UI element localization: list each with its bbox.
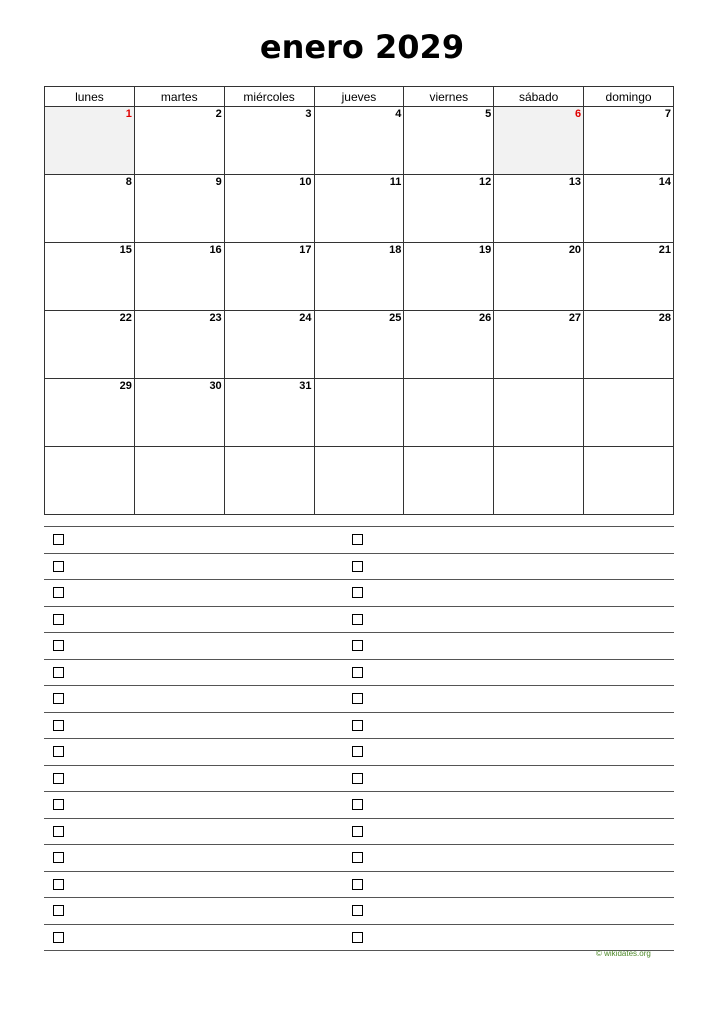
day-number: 2 bbox=[215, 108, 222, 120]
day-number: 4 bbox=[395, 108, 402, 120]
day-cell bbox=[314, 447, 404, 515]
day-number: 28 bbox=[658, 312, 671, 324]
day-number bbox=[581, 455, 583, 456]
day-cell bbox=[584, 175, 674, 243]
week-row bbox=[45, 447, 674, 515]
day-number bbox=[222, 455, 224, 456]
day-number bbox=[491, 387, 493, 388]
weekday-header: domingo bbox=[584, 87, 674, 107]
checkbox-icon[interactable] bbox=[53, 720, 64, 731]
week-row bbox=[45, 379, 674, 447]
footer-credit: © wikidates.org bbox=[596, 949, 651, 958]
task-row bbox=[44, 554, 674, 581]
checkbox-icon[interactable] bbox=[53, 614, 64, 625]
task-row bbox=[44, 898, 674, 925]
day-cell bbox=[314, 107, 404, 175]
day-number: 27 bbox=[568, 312, 582, 324]
task-row bbox=[44, 686, 674, 713]
day-number: 13 bbox=[568, 176, 582, 188]
day-number: 6 bbox=[574, 108, 582, 120]
task-row bbox=[44, 872, 674, 899]
day-number bbox=[671, 387, 673, 388]
task-row bbox=[44, 713, 674, 740]
day-cell bbox=[134, 379, 224, 447]
day-number: 8 bbox=[125, 176, 132, 188]
checkbox-icon[interactable] bbox=[352, 879, 363, 890]
checkbox-icon[interactable] bbox=[53, 587, 64, 598]
day-number: 9 bbox=[215, 176, 222, 188]
day-number: 24 bbox=[299, 312, 312, 324]
day-number bbox=[312, 455, 314, 456]
day-cell bbox=[45, 175, 135, 243]
checkbox-icon[interactable] bbox=[53, 746, 64, 757]
task-row bbox=[44, 633, 674, 660]
task-row bbox=[44, 527, 674, 554]
task-row bbox=[44, 925, 674, 952]
checkbox-icon[interactable] bbox=[53, 693, 64, 704]
checkbox-icon[interactable] bbox=[53, 826, 64, 837]
day-cell bbox=[494, 175, 584, 243]
day-cell bbox=[224, 175, 314, 243]
day-number: 26 bbox=[478, 312, 492, 324]
day-cell bbox=[314, 243, 404, 311]
day-number: 30 bbox=[209, 380, 222, 392]
task-list bbox=[44, 526, 674, 951]
task-row bbox=[44, 819, 674, 846]
day-cell bbox=[134, 243, 224, 311]
checkbox-icon[interactable] bbox=[352, 667, 363, 678]
task-row bbox=[44, 607, 674, 634]
day-cell bbox=[494, 447, 584, 515]
day-number: 31 bbox=[299, 380, 312, 392]
weekday-header-row bbox=[45, 87, 674, 107]
checkbox-icon[interactable] bbox=[53, 561, 64, 572]
day-number: 20 bbox=[568, 244, 582, 256]
day-number: 18 bbox=[389, 244, 402, 256]
checkbox-icon[interactable] bbox=[352, 746, 363, 757]
day-number bbox=[401, 455, 403, 456]
day-number: 14 bbox=[658, 176, 671, 188]
checkbox-icon[interactable] bbox=[53, 905, 64, 916]
day-cell bbox=[494, 379, 584, 447]
checkbox-icon[interactable] bbox=[352, 852, 363, 863]
day-cell bbox=[404, 243, 494, 311]
day-cell bbox=[584, 447, 674, 515]
day-number: 11 bbox=[389, 176, 402, 188]
checkbox-icon[interactable] bbox=[352, 905, 363, 916]
checkbox-icon[interactable] bbox=[352, 640, 363, 651]
checkbox-icon[interactable] bbox=[352, 561, 363, 572]
day-cell bbox=[404, 379, 494, 447]
task-row bbox=[44, 845, 674, 872]
day-number bbox=[671, 455, 673, 456]
day-cell bbox=[224, 311, 314, 379]
day-number: 10 bbox=[299, 176, 312, 188]
day-number bbox=[401, 387, 403, 388]
day-number bbox=[581, 387, 583, 388]
task-row bbox=[44, 660, 674, 687]
page-title: enero 2029 bbox=[259, 28, 465, 66]
checkbox-icon[interactable] bbox=[53, 773, 64, 784]
day-cell bbox=[404, 107, 494, 175]
day-cell bbox=[584, 311, 674, 379]
day-number: 15 bbox=[119, 244, 132, 256]
day-number: 23 bbox=[209, 312, 222, 324]
day-cell bbox=[134, 107, 224, 175]
week-row bbox=[45, 311, 674, 379]
week-row bbox=[45, 175, 674, 243]
checkbox-icon[interactable] bbox=[53, 852, 64, 863]
day-cell bbox=[314, 175, 404, 243]
checkbox-icon[interactable] bbox=[352, 932, 363, 943]
week-row bbox=[45, 243, 674, 311]
day-cell bbox=[494, 243, 584, 311]
weekday-header: jueves bbox=[314, 87, 404, 107]
day-cell bbox=[134, 447, 224, 515]
day-cell bbox=[584, 107, 674, 175]
weekday-header: lunes bbox=[45, 87, 135, 107]
day-cell bbox=[224, 243, 314, 311]
day-number: 25 bbox=[389, 312, 402, 324]
calendar-grid bbox=[44, 86, 674, 515]
day-number bbox=[132, 455, 134, 456]
day-number: 1 bbox=[125, 108, 132, 120]
checkbox-icon[interactable] bbox=[352, 587, 363, 598]
day-number: 3 bbox=[305, 108, 312, 120]
day-number: 29 bbox=[119, 380, 132, 392]
day-number: 21 bbox=[658, 244, 671, 256]
day-cell bbox=[45, 379, 135, 447]
day-number: 17 bbox=[299, 244, 312, 256]
weekday-header: sábado bbox=[494, 87, 584, 107]
week-row bbox=[45, 107, 674, 175]
day-cell bbox=[224, 379, 314, 447]
day-cell bbox=[404, 311, 494, 379]
day-number bbox=[491, 455, 493, 456]
checkbox-icon[interactable] bbox=[352, 826, 363, 837]
day-cell bbox=[45, 107, 135, 175]
day-cell bbox=[134, 175, 224, 243]
checkbox-icon[interactable] bbox=[53, 799, 64, 810]
day-cell bbox=[45, 447, 135, 515]
checkbox-icon[interactable] bbox=[53, 932, 64, 943]
day-cell bbox=[224, 447, 314, 515]
checkbox-icon[interactable] bbox=[53, 879, 64, 890]
day-cell bbox=[494, 107, 584, 175]
checkbox-icon[interactable] bbox=[352, 614, 363, 625]
day-number: 12 bbox=[478, 176, 492, 188]
checkbox-icon[interactable] bbox=[53, 640, 64, 651]
day-number: 16 bbox=[209, 244, 222, 256]
day-cell bbox=[314, 311, 404, 379]
weekday-header: miércoles bbox=[224, 87, 314, 107]
checkbox-icon[interactable] bbox=[352, 799, 363, 810]
day-number: 5 bbox=[485, 108, 492, 120]
day-number: 22 bbox=[119, 312, 132, 324]
weekday-header: viernes bbox=[404, 87, 494, 107]
checkbox-icon[interactable] bbox=[352, 693, 363, 704]
task-row bbox=[44, 792, 674, 819]
checkbox-icon[interactable] bbox=[352, 534, 363, 545]
day-cell bbox=[134, 311, 224, 379]
day-cell bbox=[584, 243, 674, 311]
task-row bbox=[44, 739, 674, 766]
weekday-header: martes bbox=[134, 87, 224, 107]
day-cell bbox=[224, 107, 314, 175]
day-cell bbox=[404, 447, 494, 515]
task-row bbox=[44, 580, 674, 607]
day-cell bbox=[314, 379, 404, 447]
checkbox-icon[interactable] bbox=[53, 534, 64, 545]
checkbox-icon[interactable] bbox=[53, 667, 64, 678]
day-number: 19 bbox=[478, 244, 492, 256]
day-cell bbox=[494, 311, 584, 379]
task-row bbox=[44, 766, 674, 793]
checkbox-icon[interactable] bbox=[352, 773, 363, 784]
day-number: 7 bbox=[664, 108, 671, 120]
day-cell bbox=[45, 311, 135, 379]
day-cell bbox=[584, 379, 674, 447]
day-cell bbox=[45, 243, 135, 311]
checkbox-icon[interactable] bbox=[352, 720, 363, 731]
day-cell bbox=[404, 175, 494, 243]
